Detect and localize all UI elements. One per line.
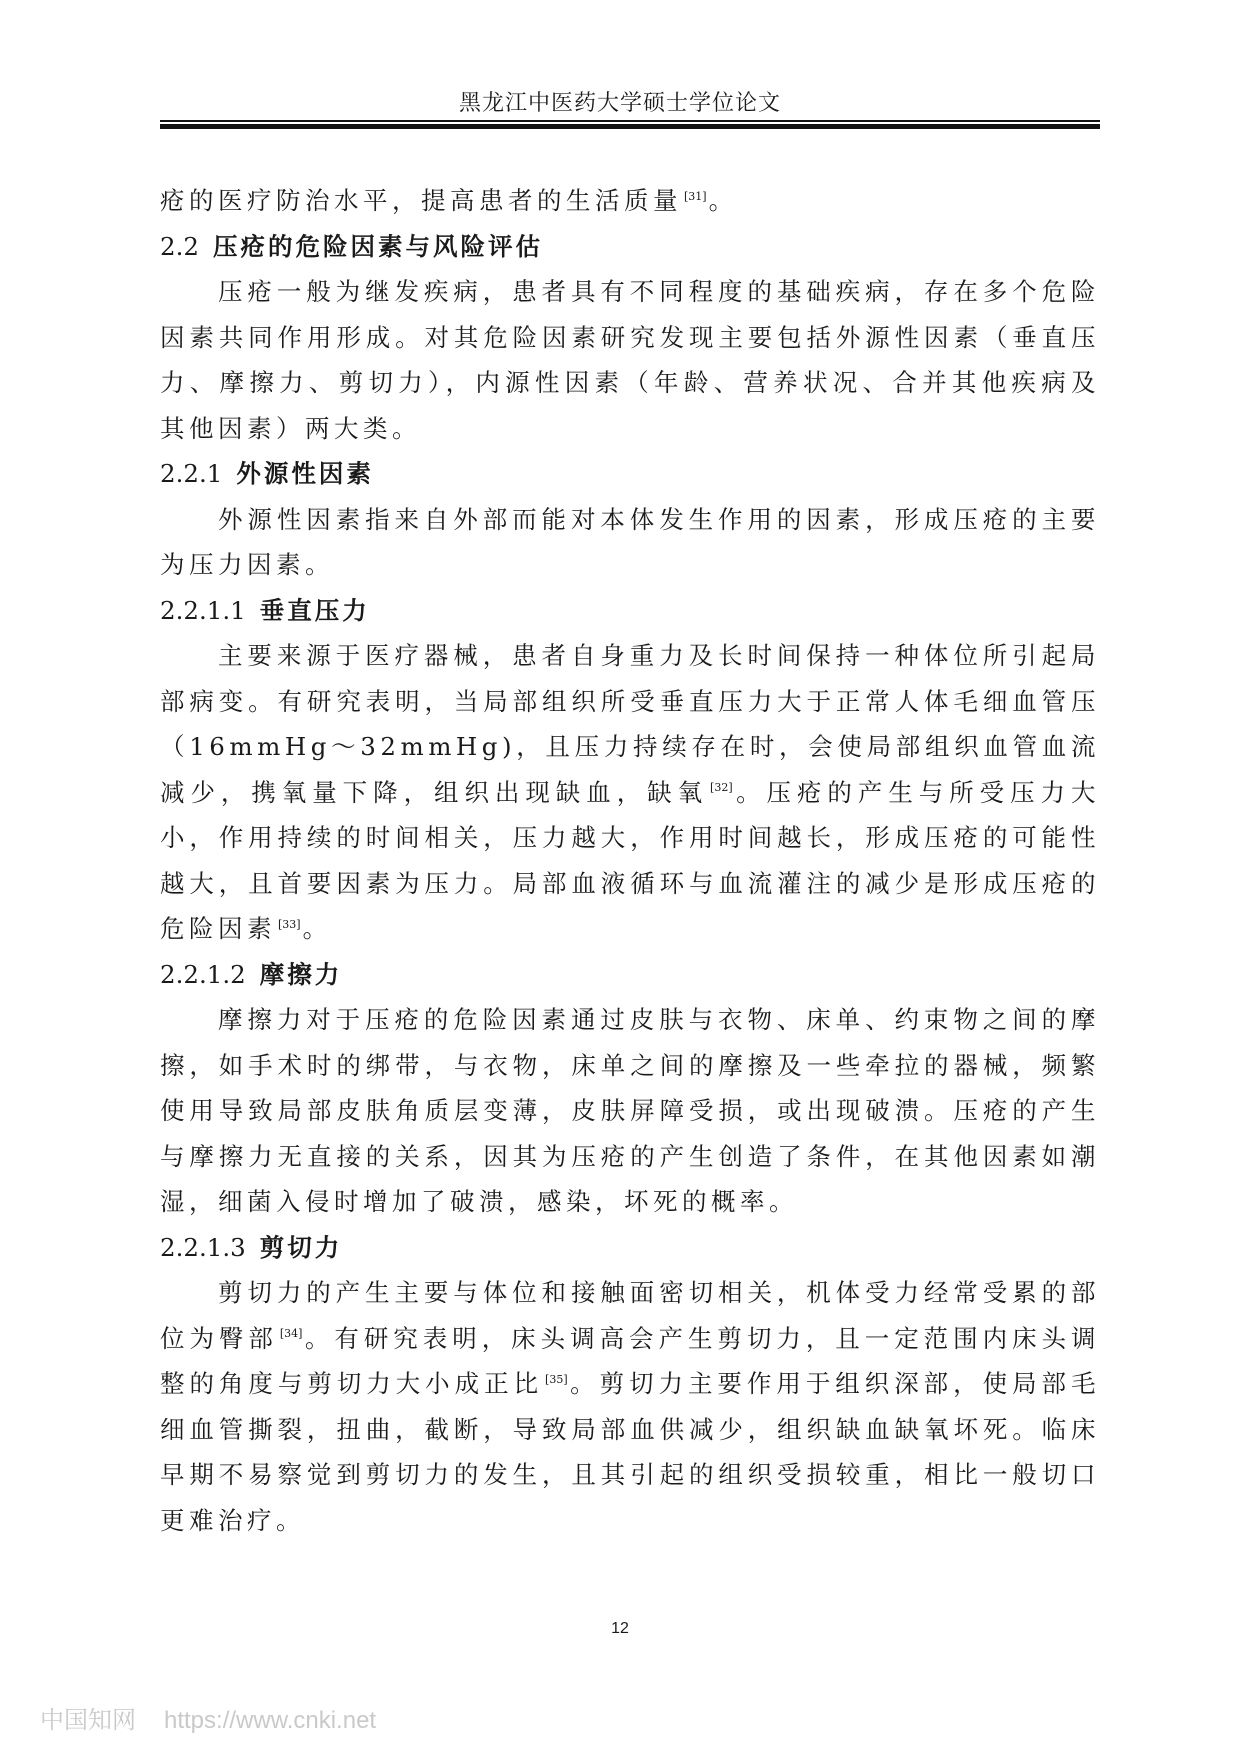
- body-paragraph: [160, 1270, 1100, 1543]
- paragraph-text: 摩擦力对于压疮的危险因素通过皮肤与衣物、床单、约束物之间的摩擦，如手术时的绑带，与衣物，床单之间的摩擦及一些牵拉的器械，频繁使用导致局部皮肤角质层变薄，皮肤屏障受损，或出现破溃。压疮的产生与摩擦力无直接的关系，因其为压疮的产生创造了条件，在其他因素如潮湿，细菌入侵时增加了破溃，感染，坏死的概率。: [160, 1005, 1100, 1216]
- paragraph-text: 剪切力的产生主要与体位和接触面密切相关，机体受力经常受累的部位为臀部: [160, 1278, 1100, 1353]
- header-rule-thin: [160, 120, 1100, 122]
- citation-ref[interactable]: [34]: [279, 1327, 303, 1341]
- section-title: 外源性因素: [236, 459, 374, 488]
- citation-ref[interactable]: [32]: [710, 781, 733, 795]
- body-paragraph: [160, 997, 1100, 1225]
- citation-ref[interactable]: [31]: [684, 189, 707, 203]
- paragraph-text: 外源性因素指来自外部而能对本体发生作用的因素，形成压疮的主要为压力因素。: [160, 504, 1100, 579]
- section-title: 垂直压力: [259, 595, 370, 625]
- section-title: 压疮的危险因素与风险评估: [212, 231, 543, 261]
- watermark: [40, 1700, 376, 1735]
- paragraph-text: 压疮一般为继发疾病，患者具有不同程度的基础疾病，存在多个危险因素共同作用形成。对其危险因素研究发现主要包括外源性因素（垂直压力、摩擦力、剪切力），内源性因素（年龄、营养状况、合并其他疾病及其他因素）两大类。: [160, 277, 1100, 443]
- paragraph-text: 。压疮的产生与所受压力大小，作用持续的时间相关，压力越大，作用时间越长，形成压疮的可能性越大，且首要因素为压力。局部血液循环与血流灌注的减少是形成压疮的危险因素: [160, 777, 1101, 943]
- body-paragraph: [160, 497, 1100, 588]
- citation-ref[interactable]: [33]: [278, 917, 301, 931]
- section-number: 2.2.1.3: [160, 1232, 246, 1262]
- section-heading: [160, 588, 1100, 634]
- section-heading: [160, 451, 1100, 497]
- paragraph-text: 。: [302, 914, 332, 943]
- section-number: 2.2.1.2: [160, 959, 246, 989]
- paragraph-text: 。剪切力主要作用于组织深部，使局部毛细血管撕裂，扭曲，截断，导致局部血供减少，组织缺血缺氧坏死。临床早期不易察觉到剪切力的发生，且其引起的组织受损较重，相比一般切口更难治疗。: [160, 1369, 1101, 1535]
- section-number: 2.2: [160, 231, 199, 261]
- section-number: 2.2.1.1: [160, 595, 246, 625]
- section-heading: [160, 952, 1100, 998]
- header-title: 黑龙江中医药大学硕士学位论文: [458, 91, 781, 116]
- watermark-brand: 中国知网: [40, 1707, 136, 1734]
- page-number: 12: [611, 1620, 629, 1637]
- paragraph-text: 。: [708, 186, 738, 215]
- section-title: 摩擦力: [259, 959, 343, 989]
- body-paragraph: [160, 633, 1100, 952]
- section-number: 2.2.1: [160, 459, 223, 488]
- body-paragraph: [160, 178, 1100, 224]
- watermark-url: https://www.cnki.net: [164, 1707, 377, 1734]
- section-heading: [160, 1225, 1100, 1271]
- paragraph-text: 。有研究表明，床头调高会产生剪切力，且一定范围内床头调整的角度与剪切力大小成正比: [160, 1323, 1100, 1398]
- citation-ref[interactable]: [35]: [545, 1372, 568, 1386]
- body-paragraph: [160, 269, 1100, 451]
- paragraph-text: 主要来源于医疗器械，患者自身重力及长时间保持一种体位所引起局部病变。有研究表明，当局部组织所受垂直压力大于正常人体毛细血管压（16mmHg～32mmHg)，且压力持续存在时，会使局部组织血管血流减少，携氧量下降，组织出现缺血，缺氧: [160, 641, 1100, 807]
- section-title: 剪切力: [259, 1232, 343, 1262]
- paragraph-text: 疮的医疗防治水平，提高患者的生活质量: [160, 186, 682, 215]
- section-heading: [160, 224, 1100, 270]
- paper-body: [160, 178, 1100, 1543]
- header-rule-thick: [160, 124, 1100, 129]
